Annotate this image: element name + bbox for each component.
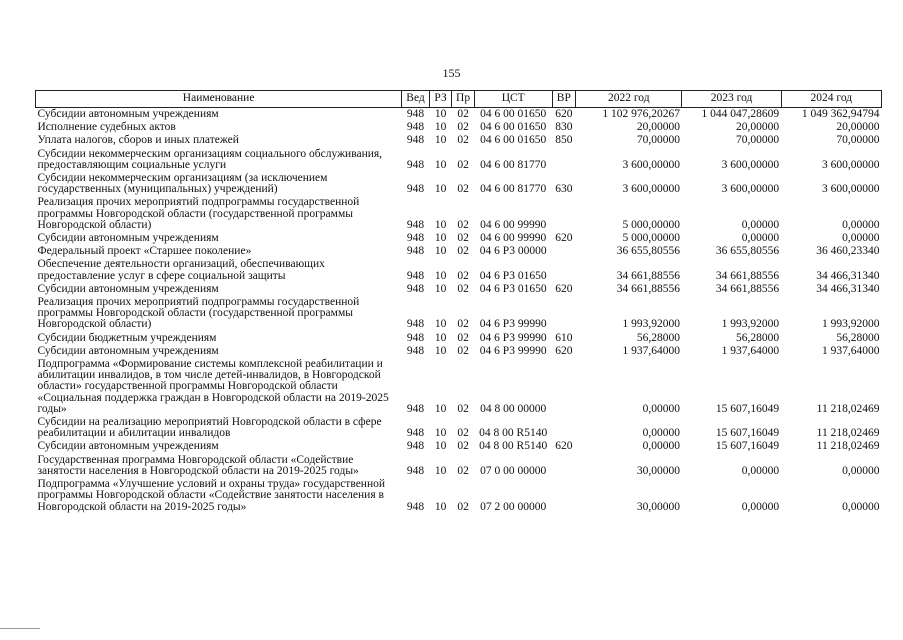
table-row — [36, 134, 882, 147]
row-amount-2024: 3 600,00000 — [822, 158, 880, 171]
row-amount-2024: 0,00000 — [842, 500, 880, 513]
row-amount-2024: 0,00000 — [842, 464, 880, 477]
row-pr: 02 — [457, 245, 469, 258]
row-rz: 10 — [434, 108, 447, 120]
row-amount-2024: 11 218,02469 — [816, 427, 880, 440]
row-name: Реализация прочих мероприятий подпрограммы государственной программы Новгородской области (государственной программы Новгородской области) — [37, 296, 360, 331]
row-cst: 04 6 00 01650 — [480, 121, 547, 134]
row-amount-2022: 0,00000 — [642, 440, 680, 453]
row-ved: 948 — [406, 108, 425, 120]
page-edge-line — [0, 628, 40, 629]
row-name: Субсидии автономным учреждениям — [37, 440, 219, 453]
row-pr: 02 — [457, 464, 469, 477]
row-amount-2023: 70,00000 — [736, 134, 780, 147]
table-row — [36, 196, 882, 232]
row-amount-2024: 1 049 362,94794 — [801, 108, 880, 120]
row-cst: 04 8 00 R5140 — [479, 440, 548, 453]
row-name: Федеральный проект «Старшее поколение» — [37, 245, 252, 258]
row-ved: 948 — [406, 344, 425, 357]
row-vr — [552, 454, 576, 478]
row-amount-2022: 5 000,00000 — [622, 218, 680, 231]
row-vr: 630 — [555, 183, 573, 196]
row-amount-2023: 15 607,16049 — [715, 402, 780, 415]
row-vr — [552, 358, 576, 416]
row-cst: 04 6 00 01650 — [480, 108, 547, 120]
row-ved: 948 — [406, 232, 425, 245]
row-rz: 10 — [434, 218, 447, 231]
row-rz: 10 — [434, 440, 447, 453]
row-vr: 620 — [555, 344, 573, 357]
row-name: Субсидии некоммерческим организациям (за исключением государственных (муниципальных) учреждений) — [37, 172, 328, 196]
row-amount-2023: 34 661,88556 — [715, 282, 780, 295]
row-ved: 948 — [406, 500, 425, 513]
row-amount-2022: 56,28000 — [636, 331, 680, 344]
row-ved: 948 — [406, 402, 425, 415]
row-amount-2024: 34 466,31340 — [816, 269, 880, 282]
row-cst: 04 6 00 81770 — [480, 183, 547, 196]
row-amount-2023: 3 600,00000 — [721, 183, 780, 196]
row-pr: 02 — [457, 344, 469, 357]
table-row — [36, 332, 882, 345]
row-amount-2023: 15 607,16049 — [715, 440, 780, 453]
row-name: Государственная программа Новгородской области «Содействие занятости населения в Новгородской области на 2019-2025 годы» — [37, 453, 359, 477]
row-amount-2023: 0,00000 — [741, 464, 780, 477]
row-ved: 948 — [406, 427, 425, 440]
row-cst: 04 6 P3 99990 — [479, 318, 547, 331]
row-name: Субсидии автономным учреждениям — [37, 108, 219, 120]
row-name: Обеспечение деятельности организаций, обеспечивающих предоставление услуг в сфере социальной защиты — [37, 258, 325, 282]
row-cst: 04 6 00 81770 — [480, 158, 547, 171]
row-pr: 02 — [457, 134, 469, 147]
row-amount-2022: 1 937,64000 — [622, 344, 680, 357]
table-row — [36, 283, 882, 296]
row-cst: 04 8 00 R5140 — [479, 427, 548, 440]
row-cst: 04 6 P3 01650 — [479, 269, 547, 282]
header-2023: 2023 год — [682, 91, 781, 108]
row-rz: 10 — [434, 318, 447, 331]
table-header-row — [36, 91, 882, 108]
table-row — [36, 454, 882, 478]
row-amount-2023: 3 600,00000 — [721, 158, 780, 171]
row-amount-2023: 34 661,88556 — [715, 269, 780, 282]
row-name: Уплата налогов, сборов и иных платежей — [37, 134, 239, 147]
row-rz: 10 — [434, 427, 447, 440]
header-name: Наименование — [36, 91, 402, 108]
row-vr: 850 — [555, 134, 573, 147]
header-2022: 2022 год — [576, 91, 682, 108]
row-amount-2024: 0,00000 — [842, 218, 880, 231]
row-pr: 02 — [457, 500, 469, 513]
row-ved: 948 — [406, 158, 425, 171]
row-cst: 04 6 00 99990 — [480, 218, 547, 231]
row-pr: 02 — [457, 440, 469, 453]
header-pr: Пр — [452, 91, 475, 108]
row-cst: 04 6 P3 99990 — [479, 331, 547, 344]
table-row — [36, 148, 882, 172]
row-amount-2023: 0,00000 — [741, 500, 780, 513]
row-pr: 02 — [457, 183, 469, 196]
row-amount-2024: 11 218,02469 — [816, 440, 880, 453]
row-name: Подпрограмма «Формирование системы комплексной реабилитации и абилитации инвалидов, в том числе детей-инвалидов, в Новгородской области» государственной программы Новгородской области «Социальная поддержка граждан в Новгородской области на 2019-2025 годы» — [37, 358, 389, 415]
row-amount-2022: 34 661,88556 — [616, 282, 680, 295]
row-vr: 620 — [555, 440, 573, 453]
row-pr: 02 — [457, 232, 469, 245]
row-vr — [552, 258, 576, 282]
row-rz: 10 — [434, 282, 447, 295]
row-amount-2024: 36 460,23340 — [816, 245, 880, 258]
row-amount-2023: 1 993,92000 — [721, 318, 780, 331]
row-cst: 04 6 P3 01650 — [479, 282, 547, 295]
row-ved: 948 — [406, 282, 425, 295]
row-amount-2024: 3 600,00000 — [822, 183, 880, 196]
table-row — [36, 245, 882, 258]
row-cst: 07 0 00 00000 — [480, 464, 547, 477]
row-amount-2022: 1 102 976,20267 — [602, 108, 680, 120]
row-amount-2024: 0,00000 — [842, 232, 880, 245]
row-ved: 948 — [406, 134, 425, 147]
row-vr: 620 — [555, 282, 573, 295]
row-amount-2022: 0,00000 — [642, 427, 680, 440]
page-number: 155 — [442, 66, 461, 80]
row-amount-2022: 34 661,88556 — [616, 269, 680, 282]
table-row — [36, 478, 882, 514]
table-body — [36, 108, 882, 514]
row-amount-2024: 20,00000 — [836, 121, 880, 134]
row-amount-2022: 3 600,00000 — [622, 158, 680, 171]
row-rz: 10 — [434, 121, 447, 134]
row-rz: 10 — [434, 245, 447, 258]
table-row — [36, 232, 882, 245]
row-vr — [552, 478, 576, 514]
row-rz: 10 — [434, 402, 447, 415]
row-amount-2023: 1 937,64000 — [721, 344, 780, 357]
row-rz: 10 — [434, 344, 447, 357]
row-vr — [552, 196, 576, 232]
row-amount-2023: 0,00000 — [741, 232, 780, 245]
row-rz: 10 — [434, 158, 447, 171]
table-row — [36, 416, 882, 440]
row-amount-2024: 11 218,02469 — [816, 402, 880, 415]
budget-table — [35, 90, 882, 514]
row-amount-2023: 1 044 047,28609 — [701, 108, 780, 120]
table-row — [36, 121, 882, 134]
row-ved: 948 — [406, 269, 425, 282]
row-vr: 830 — [555, 121, 573, 134]
row-vr — [552, 148, 576, 172]
row-pr: 02 — [457, 108, 469, 120]
row-ved: 948 — [406, 121, 425, 134]
row-amount-2022: 20,00000 — [636, 121, 680, 134]
row-pr: 02 — [457, 427, 469, 440]
row-amount-2022: 0,00000 — [642, 402, 680, 415]
row-pr: 02 — [457, 282, 469, 295]
row-amount-2022: 30,00000 — [636, 464, 680, 477]
row-name: Субсидии автономным учреждениям — [37, 282, 219, 295]
row-pr: 02 — [457, 121, 469, 134]
row-amount-2022: 36 655,80556 — [616, 245, 680, 258]
row-cst: 07 2 00 00000 — [480, 500, 547, 513]
row-amount-2023: 0,00000 — [741, 218, 780, 231]
row-ved: 948 — [406, 183, 425, 196]
row-name: Субсидии некоммерческим организациям социального обслуживания, предоставляющим социальные услуги — [37, 147, 383, 171]
row-amount-2023: 36 655,80556 — [715, 245, 780, 258]
row-amount-2022: 1 993,92000 — [622, 318, 680, 331]
row-vr — [552, 416, 576, 440]
row-pr: 02 — [457, 402, 469, 415]
row-amount-2024: 1 993,92000 — [822, 318, 880, 331]
row-rz: 10 — [434, 232, 447, 245]
row-cst: 04 8 00 00000 — [480, 402, 547, 415]
row-ved: 948 — [406, 464, 425, 477]
table-row — [36, 440, 882, 453]
row-name: Субсидии на реализацию мероприятий Новгородской области в сфере реабилитации и абилитации инвалидов — [37, 416, 382, 440]
row-pr: 02 — [457, 269, 469, 282]
row-ved: 948 — [406, 318, 425, 331]
row-name: Реализация прочих мероприятий подпрограммы государственной программы Новгородской области (государственной программы Новгородской области) — [37, 196, 360, 231]
row-name: Подпрограмма «Улучшение условий и охраны труда» государственной программы Новгородской области «Содействие занятости населения в Новгородской области на 2019-2025 годы» — [37, 478, 386, 513]
row-amount-2024: 1 937,64000 — [822, 344, 880, 357]
row-name: Исполнение судебных актов — [37, 121, 176, 134]
row-ved: 948 — [406, 218, 425, 231]
row-amount-2022: 30,00000 — [636, 500, 680, 513]
row-amount-2022: 70,00000 — [636, 134, 680, 147]
row-ved: 948 — [406, 331, 425, 344]
row-amount-2023: 20,00000 — [736, 121, 780, 134]
row-pr: 02 — [457, 331, 469, 344]
row-rz: 10 — [434, 183, 447, 196]
row-vr: 620 — [555, 108, 573, 120]
row-rz: 10 — [434, 464, 447, 477]
row-amount-2024: 34 466,31340 — [816, 282, 880, 295]
row-pr: 02 — [457, 218, 469, 231]
row-rz: 10 — [434, 134, 447, 147]
row-ved: 948 — [406, 440, 425, 453]
header-cst: ЦСТ — [474, 91, 552, 108]
row-cst: 04 6 00 99990 — [480, 232, 547, 245]
row-rz: 10 — [434, 500, 447, 513]
row-vr — [552, 296, 576, 332]
table-row — [36, 345, 882, 358]
row-name: Субсидии бюджетным учреждениям — [37, 331, 217, 344]
row-amount-2022: 3 600,00000 — [622, 183, 680, 196]
table-row — [36, 172, 882, 196]
row-pr: 02 — [457, 318, 469, 331]
row-amount-2022: 5 000,00000 — [622, 232, 680, 245]
row-vr: 610 — [555, 331, 573, 344]
table-row — [36, 358, 882, 416]
table-row — [36, 296, 882, 332]
row-vr — [552, 245, 576, 258]
row-ved: 948 — [406, 245, 425, 258]
row-pr: 02 — [457, 158, 469, 171]
row-vr: 620 — [555, 232, 573, 245]
row-amount-2023: 15 607,16049 — [715, 427, 780, 440]
row-rz: 10 — [434, 331, 447, 344]
row-cst: 04 6 P3 99990 — [479, 344, 547, 357]
row-amount-2023: 56,28000 — [736, 331, 780, 344]
row-cst: 04 6 00 01650 — [480, 134, 547, 147]
row-amount-2024: 70,00000 — [836, 134, 880, 147]
row-amount-2024: 56,28000 — [836, 331, 880, 344]
table-row — [36, 258, 882, 282]
header-ved: Вед — [402, 91, 430, 108]
row-name: Субсидии автономным учреждениям — [37, 232, 219, 245]
row-cst: 04 6 P3 00000 — [479, 245, 547, 258]
header-vr: ВР — [552, 91, 576, 108]
header-2024: 2024 год — [781, 91, 881, 108]
table-row — [36, 108, 882, 122]
row-rz: 10 — [434, 269, 447, 282]
row-name: Субсидии автономным учреждениям — [37, 344, 219, 357]
header-rz: РЗ — [429, 91, 452, 108]
